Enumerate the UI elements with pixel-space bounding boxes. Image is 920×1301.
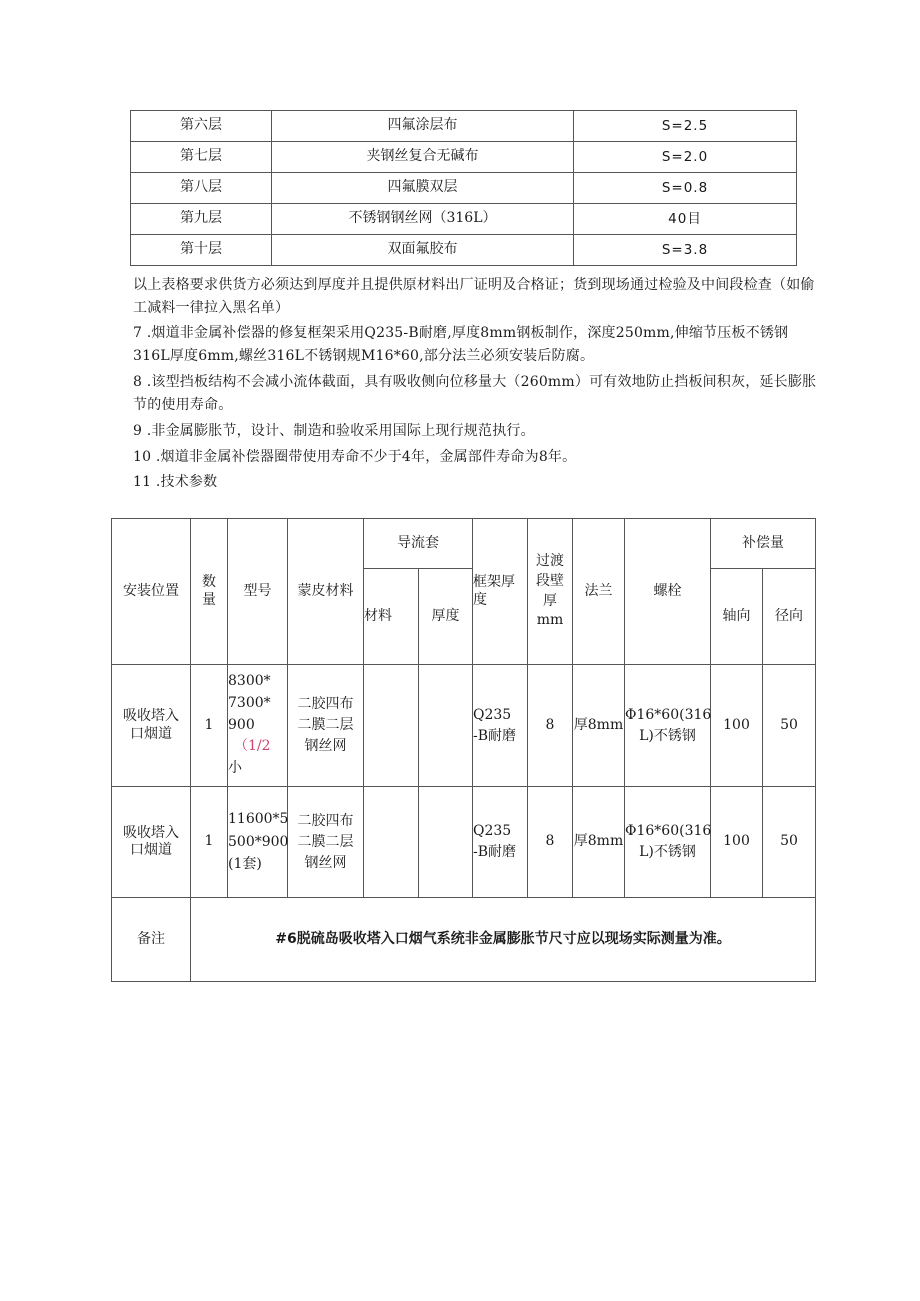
header-guide-sleeve: 导流套 <box>364 519 473 569</box>
technical-parameters-table <box>111 518 816 982</box>
row-radial: 50 <box>763 665 816 787</box>
layers-table-body <box>131 111 797 266</box>
row-location: 吸收塔入 口烟道 <box>112 787 191 898</box>
layer-name: 第七层 <box>131 142 272 173</box>
layer-name: 第六层 <box>131 111 272 142</box>
layer-name: 第八层 <box>131 173 272 204</box>
header-quantity: 数 量 <box>191 519 228 665</box>
table-row <box>112 787 816 898</box>
row-guide-material <box>364 787 419 898</box>
item-11-heading: 11 .技术参数 <box>133 474 218 490</box>
header-location: 安装位置 <box>112 519 191 665</box>
table-row <box>131 111 797 142</box>
remark-text: #6脱硫岛吸收塔入口烟气系统非金属膨胀节尺寸应以现场实际测量为准。 <box>191 898 816 982</box>
table-row <box>131 204 797 235</box>
remark-row <box>112 898 816 982</box>
item-9-paragraph: 9 .非金属膨胀节，设计、制造和验收采用国际上现行规范执行。 <box>133 423 535 439</box>
row-radial: 50 <box>763 787 816 898</box>
header-axial: 轴向 <box>711 569 763 665</box>
header-transition-thickness: 过渡 段壁 厚 mm <box>528 519 573 665</box>
row-model-note: （1/2 <box>234 738 271 755</box>
row-model: 11600*5 500*900 (1套) <box>228 787 288 898</box>
header-skin-material: 蒙皮材料 <box>288 519 364 665</box>
item-10-paragraph: 10 .烟道非金属补偿器圈带使用寿命不少于4年，金属部件寿命为8年。 <box>133 449 577 465</box>
requirement-paragraph: 以上表格要求供货方必须达到厚度并且提供原材料出厂证明及合格证；货到现场通过检验及中间段检查（如偷工减料一律拉入黑名单） <box>133 277 815 316</box>
row-frame-thickness: Q235 -B耐磨 <box>473 665 528 787</box>
table-row <box>131 173 797 204</box>
row-transition-thickness: 8 <box>528 665 573 787</box>
layer-spec: S=0.8 <box>574 173 797 204</box>
row-flange: 厚8mm <box>573 665 625 787</box>
row-location: 吸收塔入 口烟道 <box>112 665 191 787</box>
row-frame-thickness: Q235 -B耐磨 <box>473 787 528 898</box>
table-row <box>131 235 797 266</box>
row-guide-material <box>364 665 419 787</box>
layer-material: 双面氟胶布 <box>272 235 574 266</box>
row-skin-material: 二胶四布 二膜二层 钢丝网 <box>288 665 364 787</box>
row-flange: 厚8mm <box>573 787 625 898</box>
row-axial: 100 <box>711 787 763 898</box>
layer-spec: 40目 <box>574 204 797 235</box>
header-guide-material: 材料 <box>364 569 419 665</box>
layer-name: 第十层 <box>131 235 272 266</box>
header-flange: 法兰 <box>573 519 625 665</box>
row-guide-thickness <box>419 787 473 898</box>
header-radial: 径向 <box>763 569 816 665</box>
row-bolt: Φ16*60(316 L)不锈钢 <box>625 665 711 787</box>
layer-material: 不锈钢钢丝网（316L） <box>272 204 574 235</box>
item-7-paragraph: 7 .烟道非金属补偿器的修复框架采用Q235-B耐磨,厚度8mm钢板制作，深度250mm,伸缩节压板不锈钢316L厚度6mm,螺丝316L不锈钢规M16*60,部分法兰必须安装后防腐。 <box>133 325 789 364</box>
layer-spec: S=3.8 <box>574 235 797 266</box>
layers-table <box>130 110 797 266</box>
table-header-row <box>112 519 816 569</box>
layer-material: 四氟涂层布 <box>272 111 574 142</box>
remark-label: 备注 <box>112 898 191 982</box>
header-bolt: 螺栓 <box>625 519 711 665</box>
row-model: 8300* 7300* 900 <box>228 673 271 733</box>
header-compensation: 补偿量 <box>711 519 816 569</box>
row-quantity: 1 <box>191 787 228 898</box>
row-transition-thickness: 8 <box>528 787 573 898</box>
table-row <box>112 665 816 787</box>
row-model-note-cont: 小 <box>228 760 242 777</box>
row-quantity: 1 <box>191 665 228 787</box>
layer-spec: S=2.0 <box>574 142 797 173</box>
item-8-paragraph: 8 .该型挡板结构不会减小流体截面，具有吸收侧向位移量大（260mm）可有效地防止挡板间积灰，延长膨胀节的使用寿命。 <box>133 374 817 413</box>
layer-spec: S=2.5 <box>574 111 797 142</box>
header-frame-thickness: 框架厚 度 <box>473 519 528 665</box>
table-row <box>131 142 797 173</box>
row-model-cell <box>228 665 288 787</box>
header-guide-thickness: 厚度 <box>419 569 473 665</box>
layer-material: 夹钢丝复合无碱布 <box>272 142 574 173</box>
row-skin-material: 二胶四布 二膜二层 钢丝网 <box>288 787 364 898</box>
layer-material: 四氟膜双层 <box>272 173 574 204</box>
layer-name: 第九层 <box>131 204 272 235</box>
row-guide-thickness <box>419 665 473 787</box>
row-bolt: Φ16*60(316 L)不锈钢 <box>625 787 711 898</box>
row-axial: 100 <box>711 665 763 787</box>
header-model: 型号 <box>228 519 288 665</box>
